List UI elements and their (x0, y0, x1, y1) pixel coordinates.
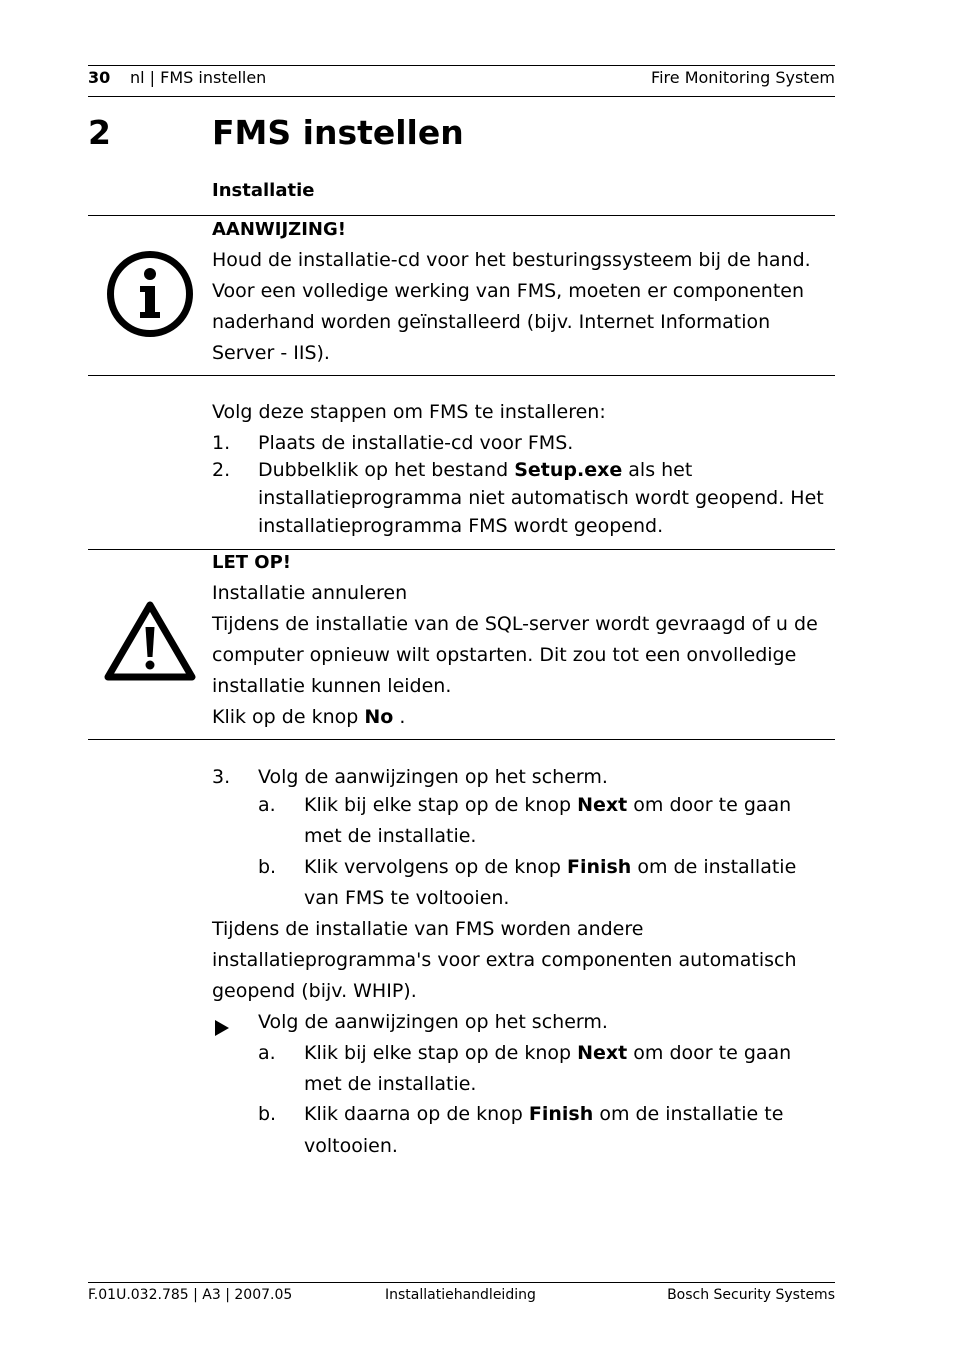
substep-letter: a. (258, 1042, 276, 1064)
substep-letter: a. (258, 794, 276, 816)
substep-text: Klik daarna op de knop Finish om de installatie te voltooien. (304, 1103, 784, 1157)
step-text-line: installatieprogramma FMS wordt geopend. (258, 515, 664, 537)
chapter-title: FMS instellen (212, 113, 464, 152)
notice-line: Voor een volledige werking van FMS, moeten er componenten (212, 280, 805, 302)
filename-setup-exe: Setup.exe (514, 459, 623, 481)
substep-text: Klik bij elke stap op de knop Next om door te gaan met de installatie. (304, 794, 792, 847)
step-number: 2. (212, 459, 231, 481)
warning-icon (103, 599, 197, 683)
step-text (258, 456, 824, 540)
button-name-next: Next (577, 1042, 628, 1064)
button-name-finish: Finish (566, 856, 632, 878)
caution-title: LET OP! (212, 552, 292, 573)
step-number: 1. (212, 432, 231, 454)
caution-action: Klik op de knop No . (212, 706, 406, 728)
button-name-finish: Finish (528, 1103, 594, 1125)
footer-rule (88, 1282, 835, 1283)
substep-text: Klik bij elke stap op de knop Next om door te gaan met de installatie. (304, 1042, 792, 1095)
notice-line: Server - IIS). (212, 342, 330, 364)
button-name-next: Next (577, 794, 628, 816)
caution-line: computer opnieuw wilt opstarten. Dit zou tot een onvolledige (212, 644, 797, 666)
subheading: Installatie (212, 180, 315, 201)
page-number: 30 (88, 68, 111, 87)
caution-bottom-rule (88, 739, 835, 740)
bullet-text: Volg de aanwijzingen op het scherm. (258, 1011, 608, 1033)
header-top-rule (88, 65, 835, 66)
caution-subtitle: Installatie annuleren (212, 582, 408, 604)
footer-doc-id: F.01U.032.785 | A3 | 2007.05 (88, 1287, 293, 1303)
intro-text: Volg deze stappen om FMS te installeren: (212, 401, 606, 423)
caution-text (212, 578, 852, 733)
notice-title: AANWIJZING! (212, 219, 346, 240)
substep-letter: b. (258, 856, 277, 878)
step-text: Volg de aanwijzingen op het scherm. (258, 766, 608, 788)
caution-top-rule (88, 549, 835, 550)
footer-company: Bosch Security Systems (667, 1287, 835, 1303)
notice-bottom-rule (88, 375, 835, 376)
notice-text (212, 245, 852, 369)
triangle-right-icon (214, 1015, 230, 1046)
chapter-number: 2 (88, 113, 111, 152)
step-text-pre: Dubbelklik op het bestand (258, 459, 515, 481)
notice-line: naderhand worden geïnstalleerd (bijv. Internet Information (212, 311, 771, 333)
step-3 (212, 763, 852, 791)
footer-doc-type: Installatiehandleiding (385, 1287, 536, 1303)
button-name-no: No (364, 706, 394, 728)
paragraph: Tijdens de installatie van FMS worden andere installatieprogramma's voor extra componenten automatisch geopend (bijv. WHIP). (212, 918, 797, 1002)
step-text: Plaats de installatie-cd voor FMS. (258, 432, 574, 454)
header-product: Fire Monitoring System (651, 68, 835, 87)
notice-top-rule (88, 215, 835, 216)
caution-line: Tijdens de installatie van de SQL-server wordt gevraagd of u de (212, 613, 818, 635)
substep-letter: b. (258, 1103, 277, 1125)
bullet-step (212, 1007, 852, 1038)
notice-line: Houd de installatie-cd voor het besturingssysteem bij de hand. (212, 249, 811, 271)
header-bottom-rule (88, 96, 835, 97)
substep-text: Klik vervolgens op de knop Finish om de installatie van FMS te voltooien. (304, 856, 797, 909)
header-section: nl | FMS instellen (130, 68, 267, 87)
step-text-line: installatieprogramma niet automatisch wordt geopend. Het (258, 487, 824, 509)
step-number: 3. (212, 766, 231, 788)
info-icon (106, 250, 194, 338)
caution-line: installatie kunnen leiden. (212, 675, 452, 697)
step-text-post: als het (622, 459, 693, 481)
